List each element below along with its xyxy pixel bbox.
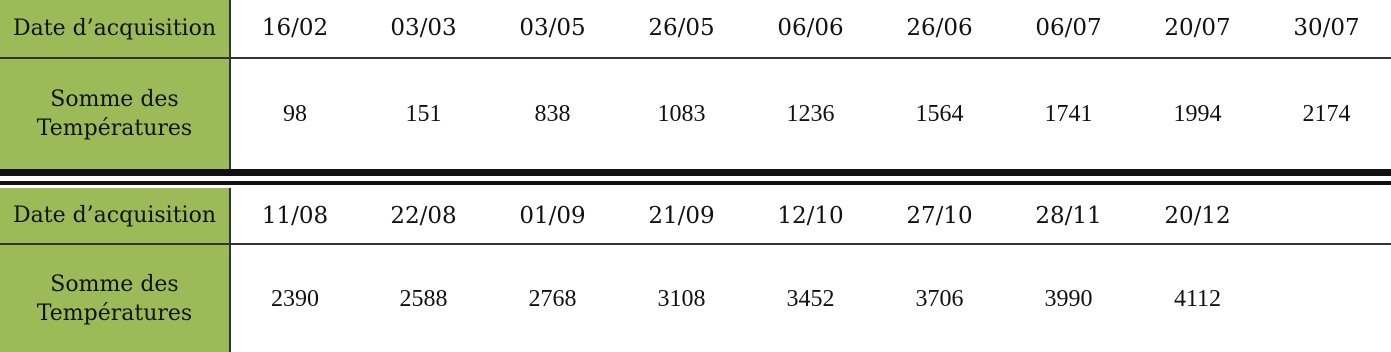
date-cell: 03/03 <box>359 0 488 58</box>
date-cell: 12/10 <box>746 188 875 244</box>
temperature-sum-cell: 3452 <box>786 285 835 312</box>
table-row-temperatures <box>0 244 1391 352</box>
temperature-sum-cell: 151 <box>359 58 488 171</box>
date-cell: 30/07 <box>1262 0 1391 58</box>
temperature-sum-cell: 1564 <box>875 58 1004 171</box>
date-cell: 22/08 <box>359 188 488 244</box>
temperature-sum-cell: 1236 <box>746 58 875 171</box>
date-cell: 27/10 <box>875 188 1004 244</box>
table-row-dates <box>0 188 1391 244</box>
date-cell <box>1262 188 1391 244</box>
date-cell: 26/05 <box>617 0 746 58</box>
temperature-sum-cell: 2768 <box>528 285 577 312</box>
date-cell: 20/07 <box>1133 0 1262 58</box>
date-cell: 01/09 <box>488 188 617 244</box>
temperature-sum-cell <box>1262 244 1391 352</box>
temperature-sum-cell: 1083 <box>617 58 746 171</box>
temperature-sum-cell: 98 <box>230 58 359 171</box>
row-header-temperature-sum: Somme des Températures <box>0 244 230 352</box>
temperature-sum-cell: 2174 <box>1262 58 1391 171</box>
temperature-sum-cell: 2390 <box>271 285 319 312</box>
date-cell: 16/02 <box>230 0 359 58</box>
date-cell: 21/09 <box>617 188 746 244</box>
table-row-dates <box>0 0 1391 58</box>
date-cell: 26/06 <box>875 0 1004 58</box>
temperature-sum-cell: 1741 <box>1004 58 1133 171</box>
row-header-date: Date d’acquisition <box>0 188 230 244</box>
temperature-sum-cell: 838 <box>488 58 617 171</box>
row-header-temperature-sum: Somme des Températures <box>0 58 230 171</box>
temperature-sum-cell: 3706 <box>915 285 964 312</box>
date-cell: 06/06 <box>746 0 875 58</box>
date-cell: 28/11 <box>1004 188 1133 244</box>
temperature-sum-cell: 3990 <box>1044 285 1093 312</box>
row-header-date: Date d’acquisition <box>0 0 230 58</box>
temperature-sum-cell: 1994 <box>1133 58 1262 171</box>
date-cell: 03/05 <box>488 0 617 58</box>
temperature-sum-cell: 3108 <box>657 285 706 312</box>
date-cell: 20/12 <box>1133 188 1262 244</box>
separator-line <box>0 172 1391 176</box>
temperature-sum-cell: 2588 <box>399 285 448 312</box>
separator-line <box>0 181 1391 185</box>
temperature-sum-cell: 4112 <box>1173 285 1222 312</box>
acquisition-table-part-2 <box>0 188 1391 352</box>
double-rule-separator <box>0 172 1391 188</box>
acquisition-table-part-1 <box>0 0 1391 172</box>
date-cell: 11/08 <box>230 188 359 244</box>
date-cell: 06/07 <box>1004 0 1133 58</box>
table-row-temperatures <box>0 58 1391 171</box>
